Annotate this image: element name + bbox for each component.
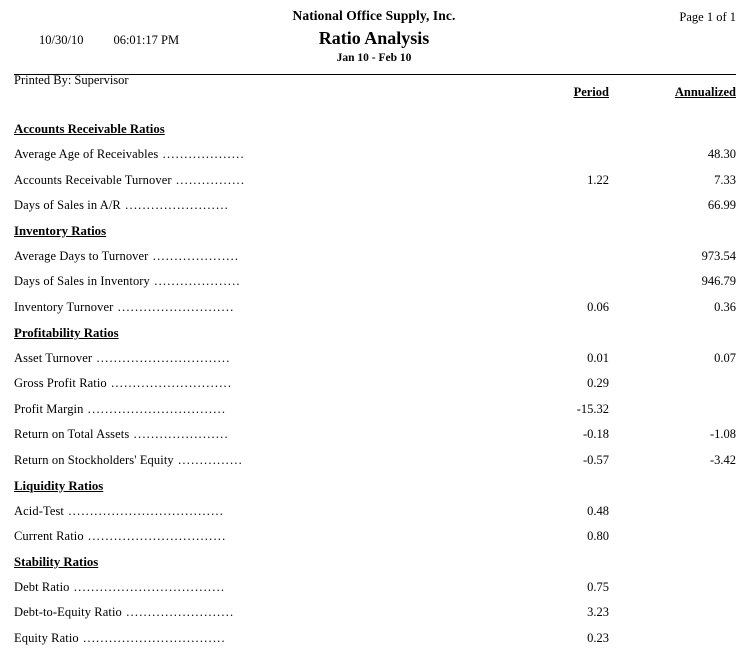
ratio-value-annualized: 48.30 <box>707 147 736 161</box>
ratio-value-period: 0.75 <box>587 579 609 594</box>
ratio-label-text: Inventory Turnover <box>14 299 114 314</box>
header-center-block <box>0 8 754 64</box>
ratio-row <box>0 168 754 194</box>
column-header-annualized: Annualized <box>674 85 736 99</box>
ratio-label <box>14 168 245 194</box>
ratio-label-text: Debt-to-Equity Ratio <box>14 605 122 620</box>
print-date: 10/30/10 <box>39 33 84 47</box>
ratio-value-period: 0.01 <box>587 350 609 365</box>
section-heading: Stability Ratios <box>14 554 99 569</box>
ratio-label <box>14 142 245 168</box>
leader-dots: .................... <box>148 248 240 263</box>
ratio-value-annualized: 66.99 <box>707 198 736 213</box>
column-header-period: Period <box>573 85 609 99</box>
ratio-row <box>0 295 754 321</box>
ratio-label-text: Equity Ratio <box>14 630 79 645</box>
print-time: 06:01:17 PM <box>113 33 180 47</box>
ratio-row <box>0 346 754 372</box>
ratio-value-period: 0.80 <box>587 529 609 544</box>
ratio-value-period: 0.06 <box>587 299 609 314</box>
ratio-value-period: 1.22 <box>587 172 609 187</box>
ratio-value-period: 0.29 <box>587 376 609 391</box>
ratio-row <box>0 422 754 448</box>
column-headers <box>0 85 754 111</box>
ratio-value-annualized: -1.08 <box>709 427 736 442</box>
section-heading: Liquidity Ratios <box>14 478 104 493</box>
leader-dots: ............................ <box>106 376 233 391</box>
ratio-label-text: Days of Sales in Inventory <box>14 274 150 289</box>
ratio-row <box>0 193 754 219</box>
leader-dots: ............... <box>173 452 243 467</box>
ratio-label-text: Accounts Receivable Turnover <box>14 172 172 187</box>
ratio-label-text: Average Age of Receivables <box>14 147 159 161</box>
printed-by: Printed By: Supervisor <box>14 73 129 87</box>
leader-dots: ........................... <box>113 299 235 314</box>
leader-dots: .................................... <box>64 503 225 518</box>
ratio-label-text: Acid-Test <box>14 503 65 518</box>
ratio-label <box>14 422 229 448</box>
ratio-value-annualized: 946.79 <box>701 274 736 289</box>
ratio-row <box>0 626 754 652</box>
leader-dots: ................................ <box>83 529 227 544</box>
ratio-label <box>14 524 226 550</box>
ratio-value-annualized: 7.33 <box>714 172 736 187</box>
leader-dots: ................... <box>158 147 245 161</box>
ratio-label-text: Return on Total Assets <box>14 427 130 442</box>
ratio-label-text: Days of Sales in A/R <box>14 198 121 213</box>
ratio-value-annualized: -3.42 <box>709 452 736 467</box>
ratio-label <box>14 575 225 601</box>
page-number: Page 1 of 1 <box>679 10 736 24</box>
ratio-label-text: Gross Profit Ratio <box>14 376 107 391</box>
ratio-label <box>14 448 243 474</box>
ratio-row <box>0 600 754 626</box>
ratio-label <box>14 397 226 423</box>
ratio-value-period: -15.32 <box>576 401 609 416</box>
ratio-label <box>14 346 231 372</box>
ratio-value-annualized: 0.36 <box>714 299 736 314</box>
ratio-value-period: 3.23 <box>587 605 609 620</box>
ratio-label <box>14 295 234 321</box>
section-heading: Accounts Receivable Ratios <box>14 122 165 136</box>
leader-dots: ................................ <box>83 401 227 416</box>
report-body <box>0 117 754 652</box>
company-name: National Office Supply, Inc. <box>292 8 456 23</box>
leader-dots: .................... <box>149 274 241 289</box>
ratio-row <box>0 499 754 525</box>
leader-dots: ................................. <box>78 630 226 645</box>
ratio-label-text: Profit Margin <box>14 401 84 416</box>
report-title: Ratio Analysis <box>318 28 430 48</box>
ratio-label <box>14 626 226 652</box>
ratio-label-text: Current Ratio <box>14 529 84 544</box>
ratio-label <box>14 244 239 270</box>
ratio-row <box>0 575 754 601</box>
ratio-label <box>14 269 241 295</box>
ratio-value-period: -0.18 <box>582 427 609 442</box>
ratio-row <box>0 524 754 550</box>
leader-dots: ............................... <box>92 350 231 365</box>
section-heading: Profitability Ratios <box>14 325 119 340</box>
ratio-value-period: 0.23 <box>587 630 609 645</box>
ratio-row <box>0 448 754 474</box>
ratio-value-period: 0.48 <box>587 503 609 518</box>
ratio-row <box>0 269 754 295</box>
report-header <box>0 0 754 87</box>
leader-dots: ......................... <box>121 605 235 620</box>
ratio-row <box>0 371 754 397</box>
ratio-label-text: Return on Stockholders' Equity <box>14 452 174 467</box>
ratio-row <box>0 397 754 423</box>
report-date-range: Jan 10 - Feb 10 <box>336 52 412 64</box>
ratio-label-text: Debt Ratio <box>14 579 70 594</box>
ratio-label <box>14 371 232 397</box>
leader-dots: ........................ <box>120 198 229 213</box>
ratio-value-period: -0.57 <box>582 452 609 467</box>
ratio-label-text: Asset Turnover <box>14 350 93 365</box>
ratio-label-text: Average Days to Turnover <box>14 248 149 263</box>
ratio-row <box>0 244 754 270</box>
ratio-label <box>14 499 224 525</box>
ratio-label <box>14 600 234 626</box>
ratio-row <box>0 142 754 168</box>
leader-dots: ...................... <box>129 427 229 442</box>
ratio-value-annualized: 973.54 <box>701 248 736 263</box>
leader-dots: ................ <box>171 172 246 187</box>
section-heading: Inventory Ratios <box>14 223 107 238</box>
ratio-value-annualized: 0.07 <box>714 350 736 365</box>
ratio-label <box>14 193 229 219</box>
leader-dots: ................................... <box>69 579 226 594</box>
